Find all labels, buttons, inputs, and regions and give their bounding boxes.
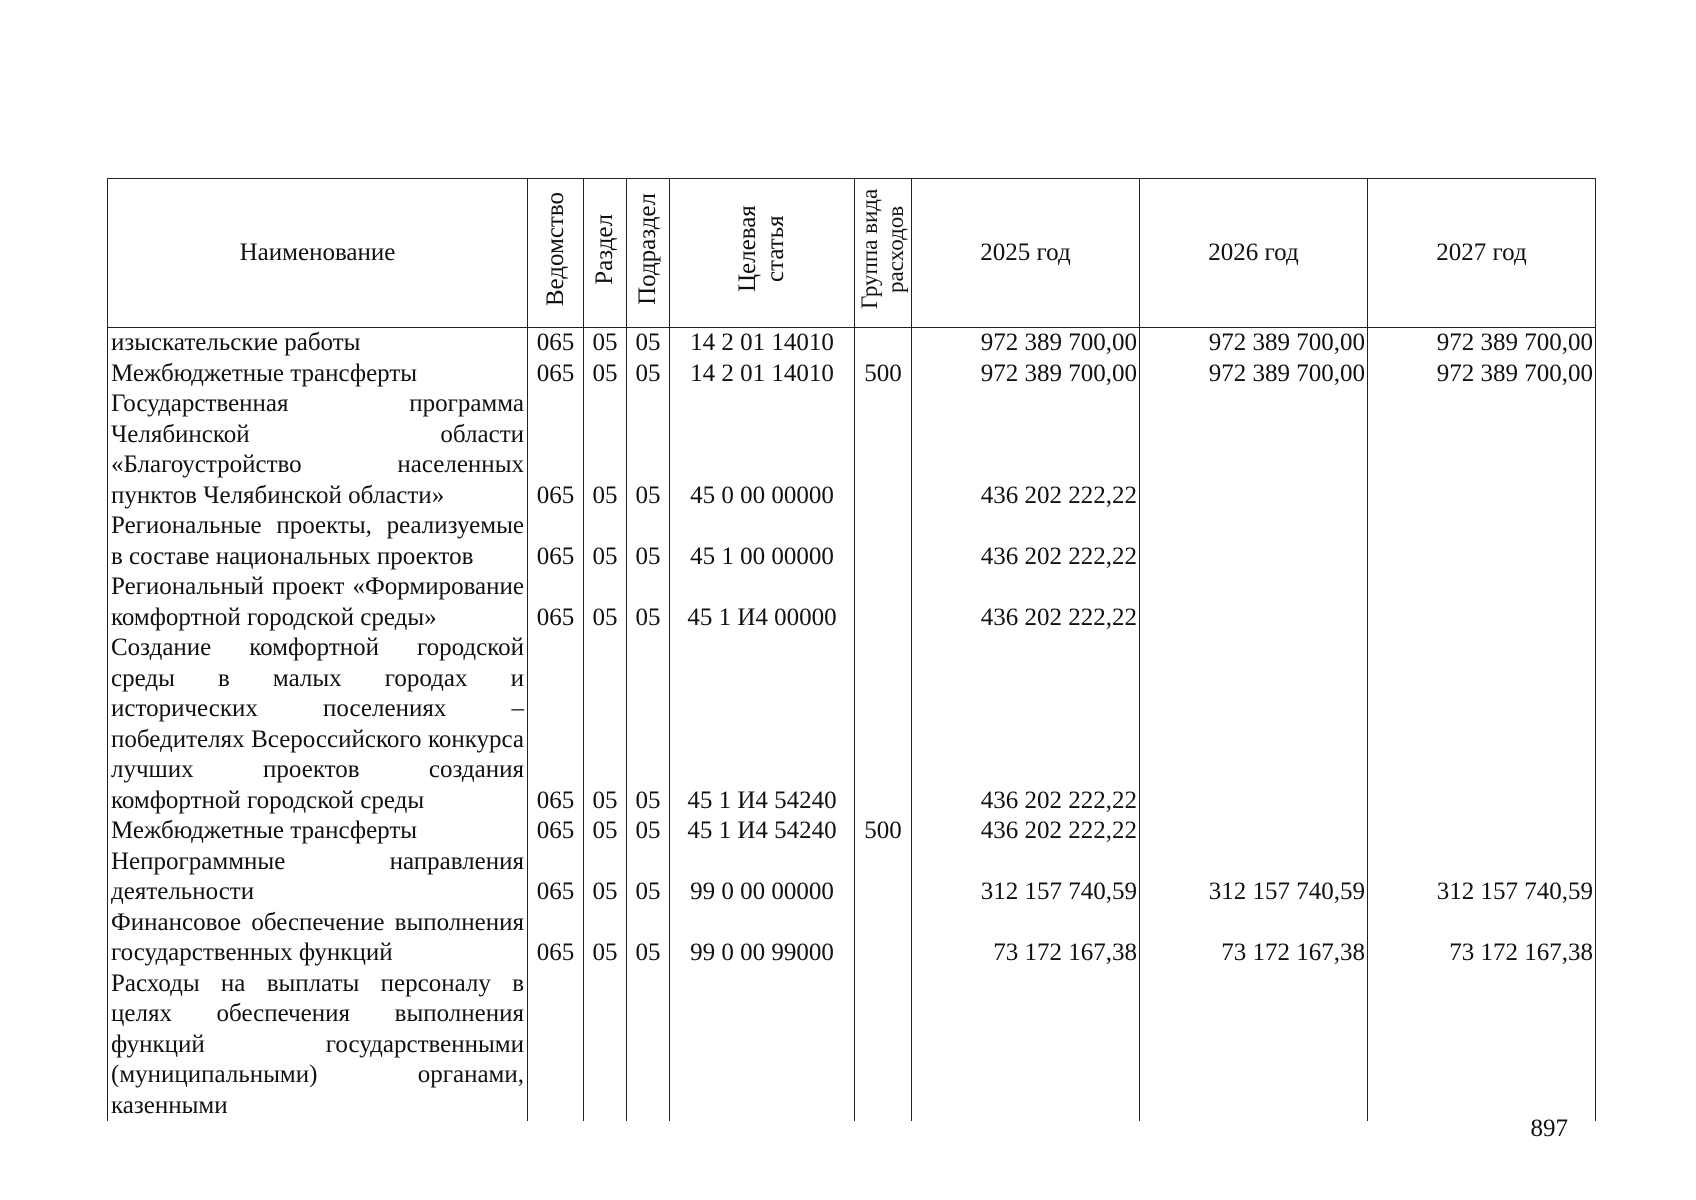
cell-section: 05 <box>584 633 627 816</box>
header-department: Ведомство <box>528 179 584 328</box>
cell-amount-2025: 436 202 222,22 <box>912 389 1140 511</box>
cell-expense-group <box>855 908 912 969</box>
cell-amount-2027: 972 389 700,00 <box>1368 359 1596 390</box>
cell-department: 065 <box>528 572 584 633</box>
cell-target-article: 45 1 И4 54240 <box>670 633 855 816</box>
cell-amount-2025: 312 157 740,59 <box>912 847 1140 908</box>
cell-name: Региональный проект «Формирование комфортной городской среды» <box>108 572 528 633</box>
cell-department: 065 <box>528 847 584 908</box>
cell-amount-2026 <box>1140 389 1368 511</box>
cell-section: 05 <box>584 572 627 633</box>
cell-section: 05 <box>584 847 627 908</box>
cell-target-article: 14 2 01 14010 <box>670 328 855 359</box>
cell-section: 05 <box>584 389 627 511</box>
cell-amount-2027: 312 157 740,59 <box>1368 847 1596 908</box>
cell-amount-2025: 436 202 222,22 <box>912 511 1140 572</box>
cell-subsection <box>627 969 670 1122</box>
table-body <box>108 328 1596 1122</box>
table-row <box>108 969 1596 1122</box>
cell-department: 065 <box>528 633 584 816</box>
cell-name: изыскательские работы <box>108 328 528 359</box>
cell-expense-group <box>855 969 912 1122</box>
cell-subsection: 05 <box>627 511 670 572</box>
cell-amount-2026 <box>1140 969 1368 1122</box>
cell-department: 065 <box>528 328 584 359</box>
cell-amount-2027 <box>1368 572 1596 633</box>
cell-amount-2026 <box>1140 633 1368 816</box>
cell-subsection: 05 <box>627 389 670 511</box>
cell-name: Межбюджетные трансферты <box>108 816 528 847</box>
cell-expense-group <box>855 511 912 572</box>
cell-name: Государственная программа Челябинской области «Благоустройство населенных пунктов Челябинской области» <box>108 389 528 511</box>
header-expense-group: Группа вида расходов <box>855 179 912 328</box>
table-header <box>108 179 1596 328</box>
cell-name: Расходы на выплаты персоналу в целях обеспечения выполнения функций государственными (муниципальными) органами, казенными <box>108 969 528 1122</box>
cell-section: 05 <box>584 328 627 359</box>
cell-amount-2026 <box>1140 572 1368 633</box>
cell-target-article: 45 1 00 00000 <box>670 511 855 572</box>
header-year-2027: 2027 год <box>1368 179 1596 328</box>
table-row <box>108 847 1596 908</box>
cell-department <box>528 969 584 1122</box>
cell-name: Непрограммные направления деятельности <box>108 847 528 908</box>
cell-amount-2025: 436 202 222,22 <box>912 633 1140 816</box>
cell-section: 05 <box>584 511 627 572</box>
cell-section: 05 <box>584 816 627 847</box>
cell-subsection: 05 <box>627 359 670 390</box>
table-row <box>108 359 1596 390</box>
cell-department: 065 <box>528 816 584 847</box>
cell-name: Создание комфортной городской среды в малых городах и исторических поселениях – победителях Всероссийского конкурса лучших проектов создания комфортной городской среды <box>108 633 528 816</box>
cell-amount-2026: 972 389 700,00 <box>1140 359 1368 390</box>
cell-subsection: 05 <box>627 908 670 969</box>
cell-target-article <box>670 969 855 1122</box>
cell-amount-2025: 972 389 700,00 <box>912 328 1140 359</box>
cell-target-article: 45 0 00 00000 <box>670 389 855 511</box>
cell-target-article: 99 0 00 00000 <box>670 847 855 908</box>
cell-expense-group <box>855 572 912 633</box>
cell-expense-group <box>855 389 912 511</box>
cell-expense-group <box>855 328 912 359</box>
cell-expense-group <box>855 847 912 908</box>
budget-table <box>107 178 1596 1121</box>
cell-section: 05 <box>584 908 627 969</box>
cell-amount-2026: 972 389 700,00 <box>1140 328 1368 359</box>
page-number: 897 <box>1530 1115 1568 1142</box>
table-row <box>108 511 1596 572</box>
cell-amount-2025: 73 172 167,38 <box>912 908 1140 969</box>
cell-expense-group <box>855 633 912 816</box>
header-subsection: Подраздел <box>627 179 670 328</box>
table-row <box>108 633 1596 816</box>
table-row <box>108 908 1596 969</box>
cell-amount-2027: 73 172 167,38 <box>1368 908 1596 969</box>
cell-amount-2027 <box>1368 633 1596 816</box>
cell-amount-2026 <box>1140 511 1368 572</box>
cell-amount-2025 <box>912 969 1140 1122</box>
cell-expense-group: 500 <box>855 816 912 847</box>
header-year-2026: 2026 год <box>1140 179 1368 328</box>
cell-amount-2027: 972 389 700,00 <box>1368 328 1596 359</box>
cell-target-article: 45 1 И4 00000 <box>670 572 855 633</box>
table-row <box>108 572 1596 633</box>
table-row <box>108 328 1596 359</box>
cell-target-article: 14 2 01 14010 <box>670 359 855 390</box>
cell-name: Финансовое обеспечение выполнения государственных функций <box>108 908 528 969</box>
cell-subsection: 05 <box>627 633 670 816</box>
table-row <box>108 389 1596 511</box>
cell-target-article: 99 0 00 99000 <box>670 908 855 969</box>
cell-amount-2027 <box>1368 511 1596 572</box>
cell-department: 065 <box>528 359 584 390</box>
cell-department: 065 <box>528 511 584 572</box>
table-row <box>108 816 1596 847</box>
cell-target-article: 45 1 И4 54240 <box>670 816 855 847</box>
cell-subsection: 05 <box>627 328 670 359</box>
cell-section <box>584 969 627 1122</box>
cell-department: 065 <box>528 908 584 969</box>
cell-amount-2026: 73 172 167,38 <box>1140 908 1368 969</box>
header-name: Наименование <box>108 179 528 328</box>
cell-amount-2027 <box>1368 969 1596 1122</box>
cell-amount-2025: 972 389 700,00 <box>912 359 1140 390</box>
cell-amount-2026 <box>1140 816 1368 847</box>
cell-name: Межбюджетные трансферты <box>108 359 528 390</box>
header-year-2025: 2025 год <box>912 179 1140 328</box>
cell-amount-2026: 312 157 740,59 <box>1140 847 1368 908</box>
cell-amount-2027 <box>1368 816 1596 847</box>
cell-subsection: 05 <box>627 572 670 633</box>
cell-subsection: 05 <box>627 816 670 847</box>
cell-expense-group: 500 <box>855 359 912 390</box>
cell-department: 065 <box>528 389 584 511</box>
cell-amount-2025: 436 202 222,22 <box>912 572 1140 633</box>
cell-section: 05 <box>584 359 627 390</box>
cell-amount-2025: 436 202 222,22 <box>912 816 1140 847</box>
cell-subsection: 05 <box>627 847 670 908</box>
header-target-article: Целевая статья <box>670 179 855 328</box>
cell-amount-2027 <box>1368 389 1596 511</box>
cell-name: Региональные проекты, реализуемые в составе национальных проектов <box>108 511 528 572</box>
header-section: Раздел <box>584 179 627 328</box>
